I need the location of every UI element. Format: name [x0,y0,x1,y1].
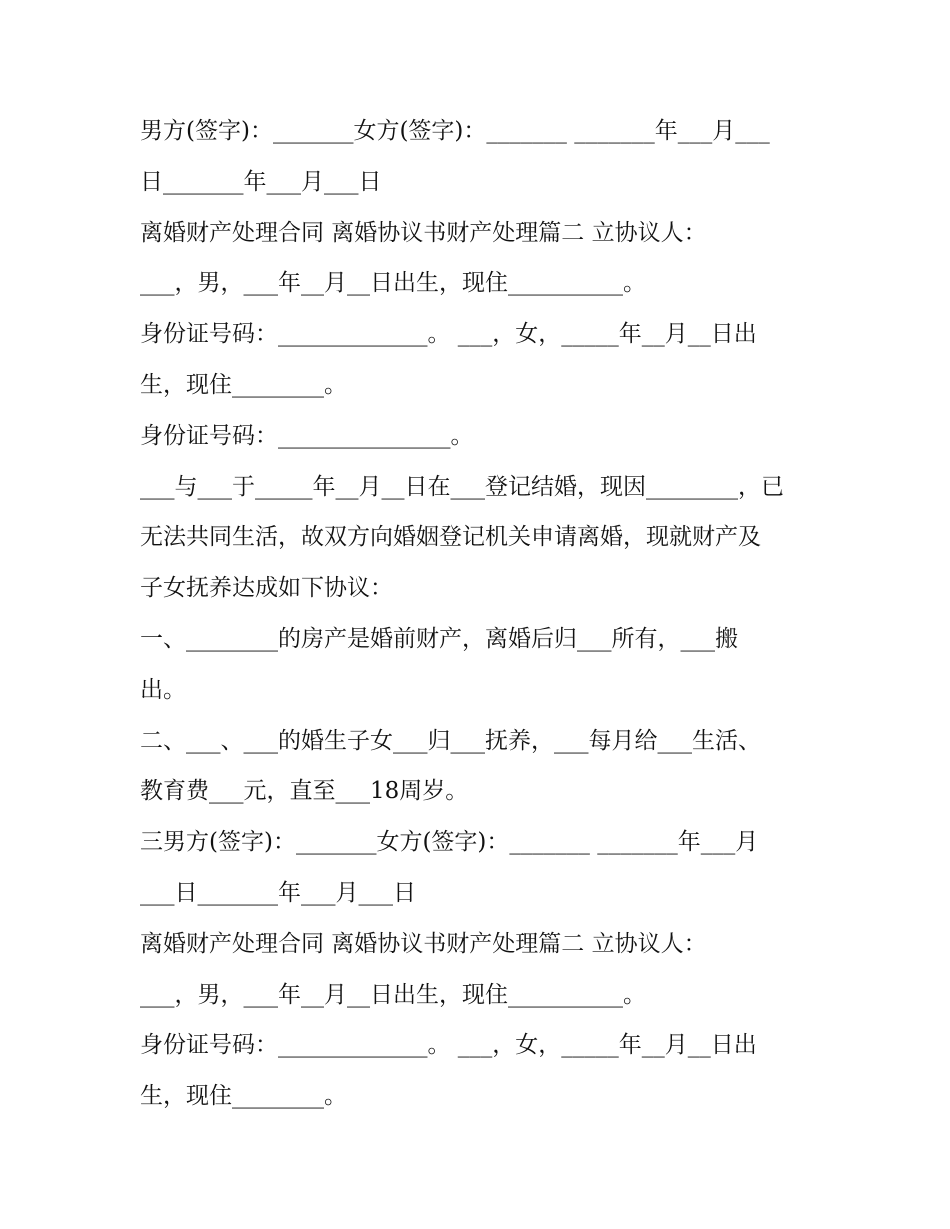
text-line: 二、___、___的婚生子女___归___抚养，___每月给___生活、 [140,727,761,754]
text-line: 离婚财产处理合同 离婚协议书财产处理篇二 立协议人： [140,219,707,246]
text-line: ___，男，___年__月__日出生，现住__________。 [140,270,646,297]
text-line: 一、________的房产是婚前财产，离婚后归___所有，___搬 [140,625,738,652]
text-line: 身份证号码：_______________。 [140,422,474,449]
text-line: 男方(签字)：_______女方(签字)：_______ _______年___月___ [140,118,770,144]
text-line: 子女抚养达成如下协议： [140,575,393,602]
text-line: ___，男，___年__月__日出生，现住__________。 [140,981,646,1008]
text-line: 身份证号码：_____________。 ___，女，_____年__月__日出 [140,321,757,348]
document-body [140,106,830,1122]
text-line: 教育费___元，直至___18周岁。 [140,778,469,805]
text-line: 生，现住________。 [140,1083,347,1110]
text-line: 出。 [140,676,186,703]
text-line: 身份证号码：_____________。 ___，女，_____年__月__日出 [140,1032,757,1059]
text-line: 三男方(签字)：_______女方(签字)：_______ _______年___月 [140,829,759,856]
text-line: ___日_______年___月___日 [140,879,416,906]
text-line: ___与___于_____年__月__日在___登记结婚，现因________，已 [140,473,784,500]
text-line: 无法共同生活，故双方向婚姻登记机关申请离婚，现就财产及 [140,524,761,551]
text-line: 离婚财产处理合同 离婚协议书财产处理篇二 立协议人： [140,930,707,957]
text-line: 生，现住________。 [140,371,347,398]
text-line: 日_______年___月___日 [140,168,382,195]
